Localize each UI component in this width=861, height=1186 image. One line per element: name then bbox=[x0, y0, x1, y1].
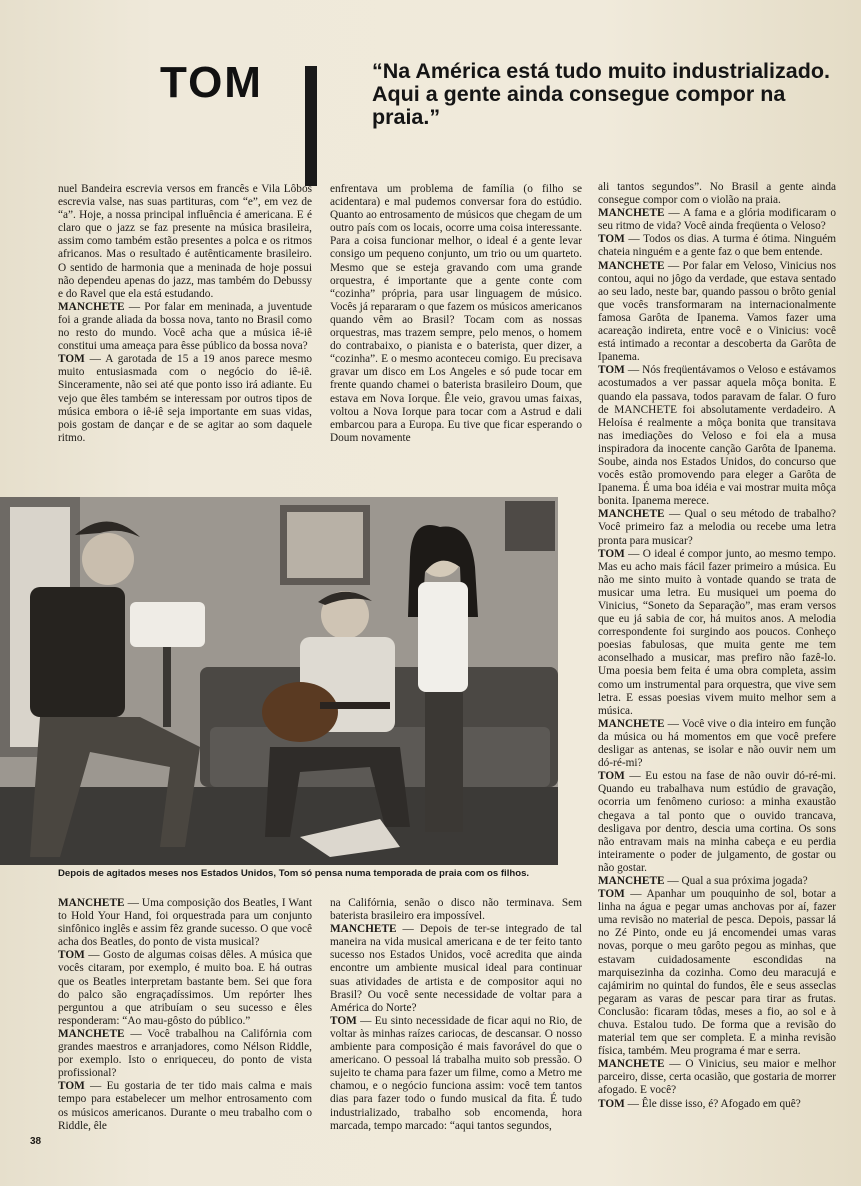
speaker-label: TOM bbox=[58, 353, 85, 366]
speaker-label: TOM bbox=[598, 770, 625, 783]
speaker-label: MANCHETE bbox=[58, 300, 125, 313]
paragraph-text: — Êle disse isso, é? Afogado em quê? bbox=[624, 1097, 801, 1110]
paragraph bbox=[58, 183, 312, 301]
text-column-4 bbox=[58, 897, 312, 1159]
pull-quote: “Na América está tudo muito industrializado. Aqui a gente ainda consegue compor na praia.” bbox=[372, 59, 830, 129]
paragraph-text: — Eu estou na fase de não ouvir dó-ré-mi. Quando eu trabalhava num estúdio de gravação, ocorria um fenômeno curioso: a minha exaustão chegava a tal ponto que o ouvido trancava, desligava por dentro, descia uma cortina. Os sons não entravam mais na minha cabeça e eu perdia inteiramente o poder de julgamento, de gostar ou não gostar. bbox=[598, 770, 836, 874]
paragraph bbox=[58, 353, 312, 445]
speaker-label: MANCHETE bbox=[330, 923, 397, 936]
paragraph bbox=[58, 897, 312, 949]
paragraph bbox=[330, 183, 582, 445]
page-number: 38 bbox=[30, 1136, 42, 1147]
paragraph-text: — Depois de ter-se integrado de tal maneira na vida musical americana e de ter feito tanto sucesso nos Estados Unidos, você acredita que ainda encontre um ambiente musical ideal para continuar suas atividades de artista e de compositor aqui no Brasil? Ou você sente necessidade de voltar para a América do Norte? bbox=[330, 923, 582, 1014]
text-column-3 bbox=[598, 181, 836, 1117]
paragraph bbox=[598, 718, 836, 770]
paragraph-text: — Por falar em meninada, a juventude foi a grande aliada da bossa nova, tanto no Brasil como no resto do mundo. Você acha que a música iê-iê constitui uma ameaça para êsse público da bossa nova? bbox=[58, 300, 312, 353]
speaker-label: MANCHETE bbox=[58, 1027, 125, 1040]
paragraph bbox=[598, 364, 836, 508]
paragraph-text: nuel Bandeira escrevia versos em francês e Vila Lôbos escrevia valse, nas suas partituras, com “e”, em vez de “a”. Hoje, a nossa principal influência é americana. E é claro que o jazz se faz presente na música brasileira, assim como também estão presentes a polca e os ritmos africanos. Mas o resultado é autênticamente brasileiro. O sentido de harmonia que a meninada de hoje possui não dependeu apenas do jazz, mas também do Debussy e do Ravel que ela está estudando. bbox=[58, 183, 312, 300]
text-column-1 bbox=[58, 183, 312, 493]
paragraph-text: — Nós freqüentávamos o Veloso e estávamos acostumados a ver passar aquela môça bonita. E quando ela passava, todos paravam de falar. O furo de MANCHETE foi absolutamente verdadeiro. A Heloísa é realmente a môça bonita que transitava nas imediações do Veloso e foi ela a musa inspiradora da inocente canção Garôta de Ipanema. Soube, ainda nos Estados Unidos, do concurso que vocês estão promovendo para eleger a Garôta de Ipanema. É uma boa idéia e vai mostrar muita môça bonita. Ipanema merece. bbox=[598, 364, 836, 508]
speaker-label: MANCHETE bbox=[598, 874, 665, 887]
text-column-2 bbox=[330, 183, 582, 493]
paragraph-text: — Qual o seu método de trabalho? Você primeiro faz a melodia ou recebe uma letra pronta para musicar? bbox=[598, 508, 836, 547]
speaker-label: TOM bbox=[58, 949, 85, 962]
paragraph bbox=[598, 1058, 836, 1097]
page-title: TOM bbox=[160, 58, 263, 107]
paragraph bbox=[58, 301, 312, 353]
paragraph-text: — Eu sinto necessidade de ficar aqui no Rio, de voltar às minhas raízes cariocas, de descansar. O nosso ambiente para composição é mais favorável do que o americano. O pessoal lá trabalha muito sob pressão. O sujeito te chama para fazer um filme, como a Metro me chamou, e o negócio funciona assim: você tem tantos dias para fazer todo o fundo musical da fita. É tudo industrializado, trabalho sob encomenda, hora marcada, tempo marcado: “aqui tantos segundos, bbox=[330, 1014, 582, 1132]
paragraph bbox=[598, 875, 836, 888]
paragraph bbox=[598, 207, 836, 233]
speaker-label: TOM bbox=[330, 1014, 357, 1027]
paragraph-text: — O Vinicius, seu maior e melhor parceiro, disse, certa ocasião, que gostaria de morrer afogado. E você? bbox=[598, 1058, 836, 1097]
title-divider-bar bbox=[305, 66, 317, 186]
speaker-label: MANCHETE bbox=[58, 897, 125, 909]
paragraph-text: na Califórnia, senão o disco não terminava. Sem baterista brasileiro era impossível. bbox=[330, 897, 582, 923]
paragraph-text: — Uma composição dos Beatles, I Want to Hold Your Hand, foi orquestrada para um conjunto sinfônico inglês e assim fêz grande sucesso. O que você acha dos Beatles, do ponto de vista musical? bbox=[58, 897, 312, 949]
paragraph-text: — A fama e a glória modificaram o seu ritmo de vida? Você ainda freqüenta o Veloso? bbox=[598, 207, 836, 233]
text-column-5 bbox=[330, 897, 582, 1159]
paragraph bbox=[58, 949, 312, 1028]
paragraph-text: — Eu gostaria de ter tido mais calma e mais tempo para estabelecer um melhor entrosamento com os músicos americanos. Durante o meu trabalho com o Riddle, êle bbox=[58, 1080, 312, 1132]
speaker-label: MANCHETE bbox=[598, 1058, 665, 1071]
speaker-label: TOM bbox=[598, 364, 625, 377]
paragraph-text: — A garotada de 15 a 19 anos parece mesmo muito entusiasmada com o negócio do iê-iê. Sinceramente, não sei até que ponto isso irá adiante. Eu vejo que êles também se interessam por outros tipos de música embora o iê-iê seja importante em suas vidas, pois gostam de dançar e de se agitar ao som daquele ritmo. bbox=[58, 353, 312, 444]
paragraph bbox=[598, 888, 836, 1058]
speaker-label: TOM bbox=[598, 233, 625, 246]
speaker-label: TOM bbox=[58, 1080, 85, 1093]
paragraph bbox=[598, 508, 836, 547]
paragraph-text: enfrentava um problema de família (o filho se acidentara) e mal pudemos conversar fora do estúdio. Quanto ao entrosamento de músicos que chegam de um outro país com os locais, ocorre uma coisa interessante. Para a coisa funcionar melhor, o ideal é a gente levar consigo um pequeno conjunto, um trio ou um quarteto. Mesmo que se esteja gravando com uma grande orquestra, é importante que a gente conte com “cozinha” própria, para usar linguagem de músico. Vocês já repararam o que fazem os músicos americanos quando vêm ao Brasil? Tocam com as nossas orquestras, mas trazem sempre, pelo menos, o homem do contrabaixo, o pianista e o baterista, quer dizer, a “cozinha”. E o mesmo aconteceu comigo. Eu precisava gravar um disco em Los Angeles e só pude tocar em frente quando chamei o baterista brasileiro Doum, que estava em Nova Iorque. Êle veio, gravou umas faixas, voltou a Nova Iorque para tocar com a Astrud e dali embarcou para a Europa. Eu tive que ficar esperando o Doum novamente bbox=[330, 183, 582, 444]
paragraph-text: — O ideal é compor junto, ao mesmo tempo. Mas eu acho mais fácil fazer primeiro a música. Eu não me sinto muito à vontade quando se trata de musicar uma letra. Eu musiquei um poema do Vinicius, “Soneto da Separação”, mas eram versos que eu já sabia de cor, há muitos anos. A melodia correspondente foi surgindo aos poucos. Conheço poesias fabulosas, que muita gente me tem aconselhado a musicar, mas prefiro não fazê-lo. Uma poesia bem feita é uma obra completa, assim como um instrumental para orquestra, que vive sem letra. E essas poesias vivem muito melhor sem a música. bbox=[598, 547, 836, 717]
paragraph bbox=[598, 233, 836, 259]
paragraph bbox=[598, 548, 836, 718]
speaker-label: MANCHETE bbox=[598, 259, 665, 272]
paragraph bbox=[598, 1098, 836, 1111]
speaker-label: MANCHETE bbox=[598, 508, 665, 521]
paragraph bbox=[58, 1080, 312, 1132]
photo-caption: Depois de agitados meses nos Estados Unidos, Tom só pensa numa temporada de praia com os filhos. bbox=[58, 868, 530, 879]
paragraph-text: — Todos os dias. A turma é ótima. Ninguém chateia ninguém e a gente faz o que bem entende. bbox=[598, 233, 836, 259]
paragraph bbox=[330, 897, 582, 923]
paragraph-text: — Qual a sua próxima jogada? bbox=[664, 874, 808, 887]
paragraph bbox=[330, 1015, 582, 1133]
paragraph-text: — Gosto de algumas coisas dêles. A música que vocês citaram, por exemplo, é muito boa. E há outras que os Beatles interpretam bastante bem. Sei que fora do palco são engraçadíssimos. Um repórter lhes perguntou a que atribuíam o seu sucesso e êles responderam: “Ao mau-gôsto do público.” bbox=[58, 949, 312, 1027]
speaker-label: TOM bbox=[598, 547, 625, 560]
family-photo bbox=[0, 497, 558, 865]
paragraph bbox=[598, 181, 836, 207]
paragraph bbox=[58, 1028, 312, 1080]
paragraph bbox=[598, 260, 836, 365]
speaker-label: TOM bbox=[598, 888, 625, 901]
paragraph-text: ali tantos segundos”. No Brasil a gente ainda consegue compor com o violão na praia. bbox=[598, 181, 836, 207]
paragraph bbox=[330, 923, 582, 1015]
paragraph-text: — Você trabalhou na Califórnia com grandes maestros e arranjadores, como Nélson Riddle, por exemplo. Isto o enriqueceu, do ponto de vista profissional? bbox=[58, 1027, 312, 1080]
paragraph-text: — Apanhar um pouquinho de sol, botar a linha na água e pegar umas anchovas por aí, fazer uma revisão no material de pesca. Depois, passar lá no Zé Pinto, onde eu já encomendei umas varas novas, porque o meu garôto pegou as minhas, que estavam cuidadosamente escondidas na marquisezinha da cozinha. Como deu maracujá e cajámirim no quintal do fundos, êle e seus asseclas pegaram as varas de pescar para tirar as frutas. Conclusão: ficaram tôdas, meses a fio, ao sol e à chuva. Estalou tudo. De forma que a revisão do material tem que ser completa. E a minha revisão física, também. Meu programa é mar e serra. bbox=[598, 888, 836, 1058]
speaker-label: MANCHETE bbox=[598, 717, 665, 730]
photo-illustration bbox=[0, 497, 558, 865]
paragraph-text: — Por falar em Veloso, Vinicius nos contou, aqui no jôgo da verdade, que estava sentado ao seu lado, neste bar, quando passou o brôto genial que vocês transformaram na internacionalmente famosa Garôta de Ipanema. Vamos fazer uma acareação indireta, entre você e o Vinicius: você está intimado a recontar a descoberta da Garôta de Ipanema. bbox=[598, 259, 836, 364]
speaker-label: TOM bbox=[598, 1097, 625, 1110]
speaker-label: MANCHETE bbox=[598, 207, 665, 220]
paragraph bbox=[598, 770, 836, 875]
paragraph-text: — Você vive o dia inteiro em função da música ou há momentos em que você prefere desligar as antenas, se isolar e não ouvir nem um dó-ré-mi? bbox=[598, 717, 836, 770]
